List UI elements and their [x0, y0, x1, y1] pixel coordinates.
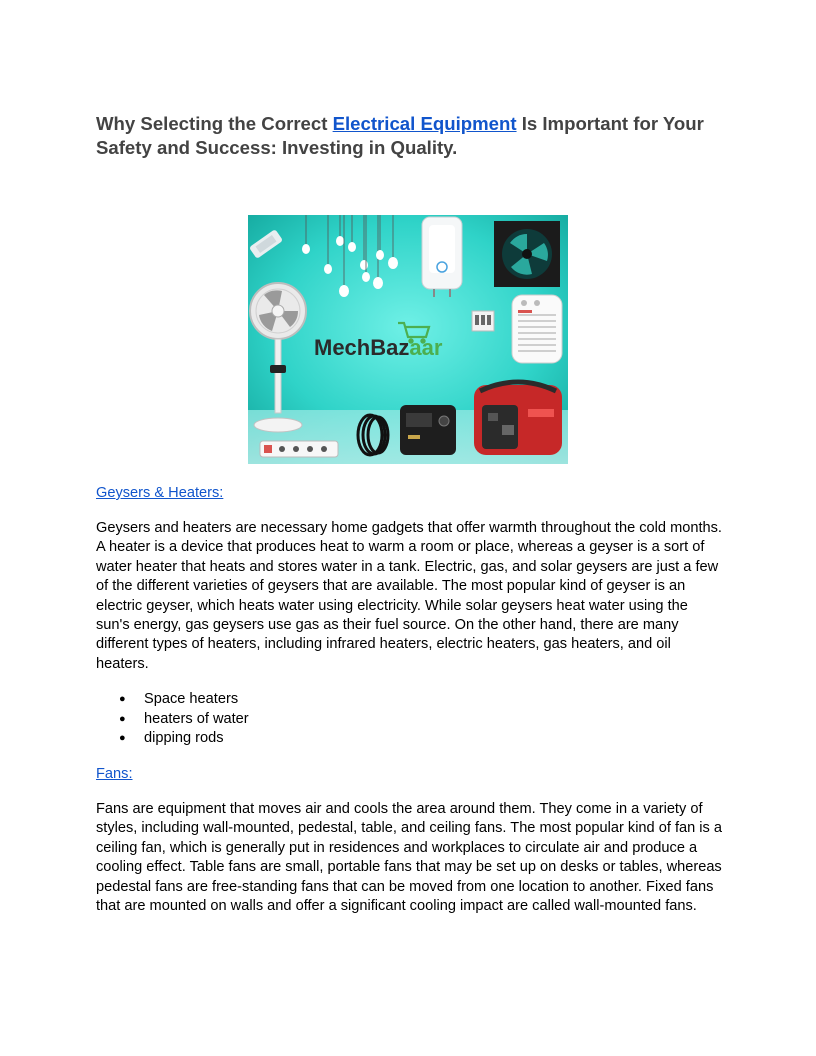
bullet-dot-icon: ●	[119, 732, 126, 745]
article-title	[96, 112, 726, 160]
exhaust-fan-icon	[494, 221, 560, 287]
fans-link[interactable]: Fans:	[96, 766, 133, 782]
list-item-text: heaters of water	[144, 710, 249, 727]
list-item	[96, 729, 249, 749]
geysers-paragraph: Geysers and heaters are necessary home gadgets that offer warmth throughout the cold months. A heater is a device that produces heat to warm a room or place, whereas a geyser is a sort of water heater that heats and stores water in a tank. Electric, gas, and solar geysers are just a few of the different varieties of geysers that are available. The most popular kind of geyser is an electric geyser, which heats water using electricity. While solar geysers heat water using the sun's energy, gas geysers use gas as their fuel source. On the other hand, there are many different types of heaters, including infrared heaters, electric heaters, gas heaters, and oil heaters.	[96, 520, 722, 672]
geysers-heaters-link[interactable]: Geysers & Heaters:	[96, 485, 224, 501]
title-text-start: Why Selecting the Correct	[96, 113, 333, 134]
list-item-text: dipping rods	[144, 730, 224, 747]
list-item	[96, 710, 249, 730]
document-page	[96, 112, 726, 915]
geysers-bullet-list	[96, 690, 249, 749]
room-heater-icon	[512, 295, 562, 363]
hero-image	[248, 215, 568, 464]
water-geyser-icon	[422, 217, 462, 297]
circuit-breaker-icon	[472, 311, 494, 331]
fans-paragraph: Fans are equipment that moves air and cools the area around them. They come in a variety of styles, including wall-mounted, pedestal, table, and ceiling fans. The most popular kind of fan is a ceiling fan, which is generally put in residences and workplaces to circulate air and produce a cooling effect. Table fans are small, portable fans that may be set up on desks or tables, whereas pedestal fans are free-standing fans that can be moved from one location to another. Fixed fans that are mounted on walls and offer a significant cooling impact are called wall-mounted fans.	[96, 801, 722, 915]
title-text-end: Is Important for Your Safety and Success: Investing in Quality.	[96, 113, 704, 158]
list-item	[96, 690, 249, 710]
electrical-equipment-link[interactable]: Electrical Equipment	[332, 113, 517, 134]
list-item-text: Space heaters	[144, 691, 239, 707]
voltage-stabilizer-icon	[400, 405, 456, 455]
power-strip-icon	[260, 441, 338, 457]
bullet-dot-icon: ●	[119, 693, 126, 705]
svg-text:MechBazaar: MechBazaar	[314, 335, 443, 360]
generator-icon	[474, 382, 562, 455]
bullet-dot-icon: ●	[119, 712, 126, 725]
